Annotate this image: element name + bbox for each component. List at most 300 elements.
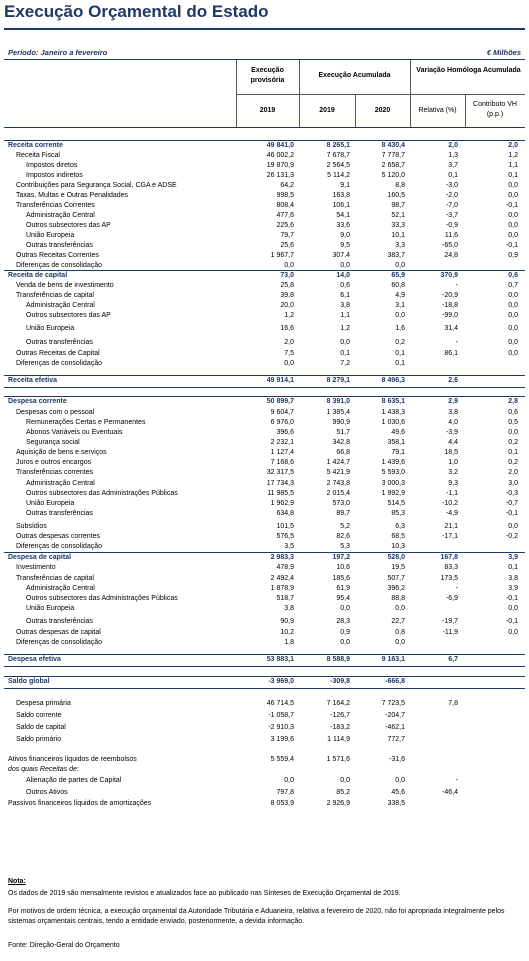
row-value: 1 967,7 bbox=[270, 252, 294, 259]
row-value: 19 870,9 bbox=[266, 162, 294, 169]
row-value: 1 571,6 bbox=[326, 756, 350, 763]
table-row bbox=[4, 723, 525, 733]
table-row bbox=[4, 628, 525, 638]
row-value: 20,0 bbox=[280, 302, 294, 309]
row-value: - bbox=[455, 585, 458, 592]
row-label: Transferências Correntes bbox=[16, 202, 95, 209]
row-value: 2 743,8 bbox=[326, 480, 350, 487]
row-value: 0,0 bbox=[508, 312, 518, 319]
row-label: Outras Receitas de Capital bbox=[16, 350, 100, 357]
row-value: -0,1 bbox=[505, 510, 518, 517]
row-value: 2,0 bbox=[508, 469, 518, 476]
table-row bbox=[4, 291, 525, 301]
table-row bbox=[4, 324, 525, 334]
row-value: - bbox=[455, 339, 458, 346]
row-value: 9,0 bbox=[340, 232, 350, 239]
row-label: Taxas, Multas e Outras Penalidades bbox=[16, 192, 129, 199]
row-value: 225,6 bbox=[276, 222, 294, 229]
row-value: 0,0 bbox=[340, 639, 350, 646]
row-value: 0,0 bbox=[508, 292, 518, 299]
table-row bbox=[4, 711, 525, 721]
notes-title: Nota: bbox=[8, 878, 26, 885]
row-value: 160,5 bbox=[387, 192, 405, 199]
row-value: 53 883,1 bbox=[266, 656, 294, 663]
row-value: 73,0 bbox=[280, 272, 294, 279]
table-row bbox=[4, 499, 525, 509]
table-row bbox=[4, 281, 525, 291]
header-exec-acumulada: Execução Acumulada bbox=[318, 72, 391, 79]
row-value: 3 199,6 bbox=[270, 736, 294, 743]
row-label: Receita de capital bbox=[8, 272, 68, 279]
table-row bbox=[4, 468, 525, 478]
row-label: Remunerações Certas e Permanentes bbox=[26, 419, 146, 426]
row-label: Juros e outros encargos bbox=[16, 459, 92, 466]
row-value: 7 778,7 bbox=[381, 152, 405, 159]
row-value: -666,8 bbox=[385, 678, 405, 685]
table-row bbox=[4, 438, 525, 448]
row-value: 2 492,4 bbox=[270, 575, 294, 582]
row-label: Administração Central bbox=[26, 212, 95, 219]
row-value: 2 926,9 bbox=[326, 800, 350, 807]
row-value: -3,7 bbox=[445, 212, 458, 219]
row-value: -0,1 bbox=[505, 595, 518, 602]
header-contributo: Contributo VH (p.p.) bbox=[473, 101, 517, 118]
row-value: 0,1 bbox=[340, 350, 350, 357]
row-value: 49,6 bbox=[391, 429, 405, 436]
row-value: 10,6 bbox=[336, 564, 350, 571]
row-value: -204,7 bbox=[385, 712, 405, 719]
row-value: -46,4 bbox=[442, 789, 458, 796]
row-value: 5 559,4 bbox=[270, 756, 294, 763]
row-value: 8 588,9 bbox=[326, 656, 350, 663]
table-row bbox=[4, 201, 525, 211]
row-label: Outros subsectores das AP bbox=[26, 222, 111, 229]
row-value: 18,5 bbox=[444, 449, 458, 456]
unit-label: € Milhões bbox=[486, 48, 521, 57]
table-row bbox=[4, 418, 525, 428]
row-value: -309,8 bbox=[330, 678, 350, 685]
row-value: 95,4 bbox=[336, 595, 350, 602]
row-value: 2,0 bbox=[508, 142, 518, 149]
row-value: 9,1 bbox=[340, 182, 350, 189]
row-value: 61,9 bbox=[336, 585, 350, 592]
row-value: 10,2 bbox=[280, 629, 294, 636]
row-value: 7 168,6 bbox=[270, 459, 294, 466]
row-value: 477,6 bbox=[276, 212, 294, 219]
row-value: 0,0 bbox=[395, 777, 405, 784]
row-label: Administração Central bbox=[26, 585, 95, 592]
row-value: 0,1 bbox=[395, 350, 405, 357]
row-value: 2,9 bbox=[448, 398, 458, 405]
row-value: 6,3 bbox=[395, 523, 405, 530]
row-value: 49 914,1 bbox=[266, 377, 294, 384]
table-row bbox=[4, 458, 525, 468]
row-value: 88,8 bbox=[391, 595, 405, 602]
row-value: 7,8 bbox=[448, 700, 458, 707]
table-row bbox=[4, 241, 525, 251]
row-value: -0,1 bbox=[505, 618, 518, 625]
table-row bbox=[4, 553, 525, 563]
row-value: 3,7 bbox=[448, 162, 458, 169]
row-value: 383,7 bbox=[387, 252, 405, 259]
row-value: 28,3 bbox=[336, 618, 350, 625]
row-value: 1,2 bbox=[340, 325, 350, 332]
row-value: 51,7 bbox=[336, 429, 350, 436]
row-value: 396,6 bbox=[276, 429, 294, 436]
row-value: 16,6 bbox=[280, 325, 294, 332]
row-label: Venda de bens de investimento bbox=[16, 282, 114, 289]
row-value: 3 000,3 bbox=[381, 480, 405, 487]
table-row bbox=[4, 677, 525, 687]
row-value: 0,0 bbox=[284, 360, 294, 367]
table-row bbox=[4, 376, 525, 386]
row-value: 8 391,0 bbox=[326, 398, 350, 405]
row-value: 46 714,5 bbox=[266, 700, 294, 707]
row-value: -65,0 bbox=[442, 242, 458, 249]
section-rule bbox=[4, 396, 525, 397]
row-value: 0,6 bbox=[340, 282, 350, 289]
table-row bbox=[4, 338, 525, 348]
header-relativa: Relativa (%) bbox=[418, 107, 457, 114]
table-row bbox=[4, 181, 525, 191]
row-value: 10,3 bbox=[391, 543, 405, 550]
row-label: Receita corrente bbox=[8, 142, 63, 149]
row-label: Outras transferências bbox=[26, 510, 93, 517]
row-value: 0,1 bbox=[508, 564, 518, 571]
row-value: 45,6 bbox=[391, 789, 405, 796]
row-value: -20,9 bbox=[442, 292, 458, 299]
row-value: 6,1 bbox=[340, 292, 350, 299]
row-value: 772,7 bbox=[387, 736, 405, 743]
row-value: -3 969,0 bbox=[268, 678, 294, 685]
row-value: 54,1 bbox=[336, 212, 350, 219]
row-value: 7 723,5 bbox=[381, 700, 405, 707]
row-value: -3,0 bbox=[445, 182, 458, 189]
row-value: 0,1 bbox=[448, 172, 458, 179]
row-value: -2,0 bbox=[445, 192, 458, 199]
table-row bbox=[4, 221, 525, 231]
row-value: 21,1 bbox=[444, 523, 458, 530]
row-label: Subsídios bbox=[16, 523, 47, 530]
row-value: -0,2 bbox=[505, 533, 518, 540]
row-label: Outras despesas de capital bbox=[16, 629, 101, 636]
row-value: 173,5 bbox=[440, 575, 458, 582]
row-value: 5 593,0 bbox=[381, 469, 405, 476]
row-value: 66,8 bbox=[336, 449, 350, 456]
table-row bbox=[4, 211, 525, 221]
row-value: 2,0 bbox=[284, 339, 294, 346]
table-row bbox=[4, 231, 525, 241]
row-value: 7 678,7 bbox=[326, 152, 350, 159]
table-row bbox=[4, 563, 525, 573]
row-label: Outros subsectores das Administrações Públicas bbox=[26, 595, 178, 602]
row-label: Administração Central bbox=[26, 480, 95, 487]
row-label: União Europeia bbox=[26, 325, 75, 332]
header-year-2020: 2020 bbox=[374, 107, 391, 114]
row-value: 2,6 bbox=[448, 377, 458, 384]
row-value: 11 985,5 bbox=[267, 490, 294, 497]
row-value: 17 734,3 bbox=[266, 480, 294, 487]
row-value: -183,2 bbox=[330, 724, 350, 731]
header-top-rule bbox=[4, 59, 525, 60]
row-value: 3,1 bbox=[395, 302, 405, 309]
row-label: Despesa primária bbox=[16, 700, 71, 707]
row-value: 19,5 bbox=[391, 564, 405, 571]
row-value: 514,5 bbox=[387, 500, 405, 507]
row-value: 0,2 bbox=[508, 459, 518, 466]
row-value: 0,0 bbox=[508, 350, 518, 357]
row-value: 9 163,1 bbox=[381, 656, 405, 663]
row-value: 32 317,5 bbox=[266, 469, 294, 476]
row-value: 33,6 bbox=[336, 222, 350, 229]
table-row bbox=[4, 359, 525, 369]
row-label: União Europeia bbox=[26, 232, 75, 239]
row-value: 4,4 bbox=[448, 439, 458, 446]
row-value: 4,9 bbox=[395, 292, 405, 299]
header-exec-provisoria: Execução provisória bbox=[250, 67, 285, 84]
row-value: -462,1 bbox=[385, 724, 405, 731]
row-value: 2 232,1 bbox=[270, 439, 294, 446]
row-value: 0,0 bbox=[508, 222, 518, 229]
row-value: 1 438,3 bbox=[381, 409, 405, 416]
row-value: 101,5 bbox=[276, 523, 294, 530]
row-value: 7,5 bbox=[284, 350, 294, 357]
row-label: Saldo de capital bbox=[16, 724, 66, 731]
row-value: 0,9 bbox=[340, 629, 350, 636]
row-label: Outras transferências bbox=[26, 618, 93, 625]
row-value: 0,0 bbox=[508, 605, 518, 612]
row-value: 2 658,7 bbox=[381, 162, 405, 169]
row-value: 2 015,4 bbox=[326, 490, 350, 497]
row-label: Saldo primário bbox=[16, 736, 62, 743]
row-value: 0,0 bbox=[508, 523, 518, 530]
row-value: 25,8 bbox=[280, 282, 294, 289]
row-value: 9,5 bbox=[340, 242, 350, 249]
row-value: 85,3 bbox=[391, 510, 405, 517]
row-label: Diferenças de consolidação bbox=[16, 360, 102, 367]
row-value: 1,6 bbox=[395, 325, 405, 332]
row-value: 64,2 bbox=[280, 182, 294, 189]
row-label: Outros subsectores das AP bbox=[26, 312, 111, 319]
row-label: Saldo corrente bbox=[16, 712, 62, 719]
row-value: 86,1 bbox=[444, 350, 458, 357]
row-label: Impostos indiretos bbox=[26, 172, 83, 179]
title-underline bbox=[4, 28, 525, 30]
row-value: 0,0 bbox=[395, 605, 405, 612]
table-row bbox=[4, 699, 525, 709]
note-1: Os dados de 2019 são mensalmente revistos e atualizados face ao publicado nas Sínteses de Execução Orçamental de 2019. bbox=[8, 890, 401, 897]
row-value: -0,1 bbox=[505, 242, 518, 249]
row-label: Alienação de partes de Capital bbox=[26, 777, 122, 784]
row-value: 338,5 bbox=[387, 800, 405, 807]
table-row bbox=[4, 655, 525, 665]
table-row bbox=[4, 755, 525, 765]
row-value: 83,3 bbox=[444, 564, 458, 571]
row-value: 2 983,3 bbox=[270, 554, 294, 561]
row-label: Despesas com o pessoal bbox=[16, 409, 95, 416]
table-row bbox=[4, 788, 525, 798]
row-value: 0,0 bbox=[508, 192, 518, 199]
row-value: -10,2 bbox=[442, 500, 458, 507]
row-value: -11,9 bbox=[442, 629, 458, 636]
row-value: 507,7 bbox=[387, 575, 405, 582]
row-value: -7,0 bbox=[445, 202, 458, 209]
row-value: 0,0 bbox=[508, 212, 518, 219]
row-value: 370,9 bbox=[440, 272, 458, 279]
row-value: 1 962,9 bbox=[270, 500, 294, 507]
row-value: 0,0 bbox=[340, 262, 350, 269]
row-value: 634,8 bbox=[276, 510, 294, 517]
row-value: 49 841,0 bbox=[266, 142, 294, 149]
row-value: -0,7 bbox=[505, 500, 518, 507]
row-value: 52,1 bbox=[391, 212, 405, 219]
table-row bbox=[4, 271, 525, 281]
row-value: 8 635,1 bbox=[381, 398, 405, 405]
row-value: 8 430,4 bbox=[381, 142, 405, 149]
row-label: Despesa corrente bbox=[8, 398, 67, 405]
row-label: Contribuições para Segurança Social, CGA e ADSE bbox=[16, 182, 177, 189]
row-label: Transferências de capital bbox=[16, 575, 94, 582]
row-value: 26 131,3 bbox=[266, 172, 294, 179]
row-value: 1,8 bbox=[284, 639, 294, 646]
table-row bbox=[4, 161, 525, 171]
row-value: 5 120,0 bbox=[381, 172, 405, 179]
row-value: 197,2 bbox=[332, 554, 350, 561]
row-value: 2 564,5 bbox=[326, 162, 350, 169]
row-label: Outros subsectores das Administrações Públicas bbox=[26, 490, 178, 497]
row-value: 98,7 bbox=[391, 202, 405, 209]
row-value: -99,0 bbox=[442, 312, 458, 319]
row-value: 1,2 bbox=[508, 152, 518, 159]
table-row bbox=[4, 151, 525, 161]
row-value: 1,1 bbox=[508, 162, 518, 169]
row-value: 8 279,1 bbox=[326, 377, 350, 384]
table-row bbox=[4, 408, 525, 418]
row-value: 8 265,1 bbox=[326, 142, 350, 149]
table-row bbox=[4, 574, 525, 584]
table-row bbox=[4, 448, 525, 458]
row-value: -4,9 bbox=[445, 510, 458, 517]
row-value: 0,0 bbox=[508, 339, 518, 346]
row-value: 0,2 bbox=[395, 339, 405, 346]
row-value: 1 030,6 bbox=[381, 419, 405, 426]
row-value: 22,7 bbox=[391, 618, 405, 625]
row-value: 0,7 bbox=[508, 282, 518, 289]
row-label: União Europeia bbox=[26, 500, 75, 507]
table-row bbox=[4, 428, 525, 438]
row-label: Outras Receitas Correntes bbox=[16, 252, 99, 259]
row-label: Outras transferências bbox=[26, 242, 93, 249]
row-value: 10,1 bbox=[391, 232, 405, 239]
period-label: Período: Janeiro a fevereiro bbox=[8, 48, 108, 57]
table-row bbox=[4, 522, 525, 532]
row-value: 33,3 bbox=[391, 222, 405, 229]
row-value: 6,7 bbox=[448, 656, 458, 663]
row-value: -1,1 bbox=[445, 490, 458, 497]
table-row bbox=[4, 349, 525, 359]
row-value: 307,4 bbox=[332, 252, 350, 259]
row-value: 9,3 bbox=[448, 480, 458, 487]
row-value: 3,8 bbox=[448, 409, 458, 416]
row-value: 1,0 bbox=[448, 459, 458, 466]
row-value: 0,8 bbox=[395, 629, 405, 636]
header-var-homologa: Variação Homóloga Acumulada bbox=[416, 67, 521, 74]
total-rule bbox=[4, 688, 525, 689]
table-row bbox=[4, 191, 525, 201]
row-label: União Europeia bbox=[26, 605, 75, 612]
page-title: Execução Orçamental do Estado bbox=[4, 2, 269, 21]
row-value: -0,1 bbox=[505, 202, 518, 209]
row-value: 576,5 bbox=[276, 533, 294, 540]
row-value: 3,9 bbox=[508, 554, 518, 561]
table-row bbox=[4, 532, 525, 542]
row-value: 0,1 bbox=[508, 449, 518, 456]
table-row bbox=[4, 141, 525, 151]
row-value: -1 058,7 bbox=[268, 712, 294, 719]
table-row bbox=[4, 604, 525, 614]
table-row bbox=[4, 594, 525, 604]
row-value: 85,2 bbox=[336, 789, 350, 796]
row-value: 8,8 bbox=[395, 182, 405, 189]
table-row bbox=[4, 301, 525, 311]
row-value: 1 992,9 bbox=[381, 490, 405, 497]
row-value: 0,1 bbox=[508, 172, 518, 179]
row-value: -17,1 bbox=[442, 533, 458, 540]
row-label: Outras despesas correntes bbox=[16, 533, 101, 540]
table-row bbox=[4, 617, 525, 627]
row-value: 89,7 bbox=[336, 510, 350, 517]
section-rule bbox=[4, 140, 525, 141]
row-value: 0,0 bbox=[340, 605, 350, 612]
source-note: Fonte: Direção-Geral do Orçamento bbox=[8, 942, 120, 949]
row-value: 478,9 bbox=[276, 564, 294, 571]
row-value: 24,8 bbox=[444, 252, 458, 259]
row-value: 3,9 bbox=[508, 585, 518, 592]
row-label: Receita Fiscal bbox=[16, 152, 60, 159]
row-value: 9 604,7 bbox=[270, 409, 294, 416]
row-value: 998,5 bbox=[276, 192, 294, 199]
row-value: 1 439,6 bbox=[381, 459, 405, 466]
row-value: 2,0 bbox=[448, 142, 458, 149]
row-value: 0,0 bbox=[284, 777, 294, 784]
row-value: 3,5 bbox=[284, 543, 294, 550]
row-value: 0,2 bbox=[508, 439, 518, 446]
row-label: Administração Central bbox=[26, 302, 95, 309]
row-value: 2,8 bbox=[508, 398, 518, 405]
row-value: 1,3 bbox=[448, 152, 458, 159]
row-value: 7 164,2 bbox=[326, 700, 350, 707]
row-value: -18,8 bbox=[442, 302, 458, 309]
row-value: 0,0 bbox=[508, 182, 518, 189]
row-value: 0,0 bbox=[508, 302, 518, 309]
row-value: 1,1 bbox=[340, 312, 350, 319]
section-rule bbox=[4, 270, 525, 271]
total-rule bbox=[4, 666, 525, 667]
row-label: Investimento bbox=[16, 564, 56, 571]
section-rule bbox=[4, 676, 525, 677]
total-rule bbox=[4, 387, 525, 388]
table-row bbox=[4, 489, 525, 499]
row-value: 0,0 bbox=[395, 639, 405, 646]
table-row bbox=[4, 397, 525, 407]
row-value: 1 385,4 bbox=[326, 409, 350, 416]
row-label: Transferências correntes bbox=[16, 469, 94, 476]
row-value: 396,2 bbox=[387, 585, 405, 592]
row-value: 5,3 bbox=[340, 543, 350, 550]
row-value: - bbox=[455, 282, 458, 289]
row-label: Outras transferências bbox=[26, 339, 93, 346]
row-value: 0,0 bbox=[508, 325, 518, 332]
